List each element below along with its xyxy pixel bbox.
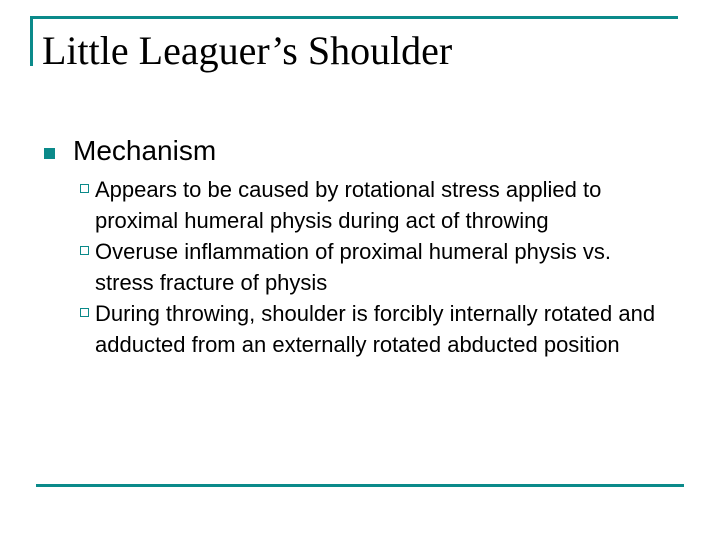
bullet-mechanism [44,134,216,168]
sub-bullet-text: Overuse inflammation of proximal humeral physis vs. stress fracture of physis [95,239,611,295]
hollow-square-bullet-icon [80,184,89,193]
bullet-heading: Mechanism [73,135,217,166]
sub-bullet-list [80,174,680,360]
hollow-square-bullet-icon [80,246,89,255]
slide-title: Little Leaguer’s Shoulder [42,28,453,73]
footer-rule [36,484,684,487]
square-bullet-icon [44,148,55,159]
hollow-square-bullet-icon [80,308,89,317]
sub-bullet-text: During throwing, shoulder is forcibly internally rotated and adducted from an externally rotated abducted position [95,301,656,357]
sub-bullet-item [80,298,680,360]
sub-bullet-item [80,236,680,298]
sub-bullet-text: Appears to be caused by rotational stress applied to proximal humeral physis during act of throwing [95,177,602,233]
sub-bullet-item [80,174,680,236]
